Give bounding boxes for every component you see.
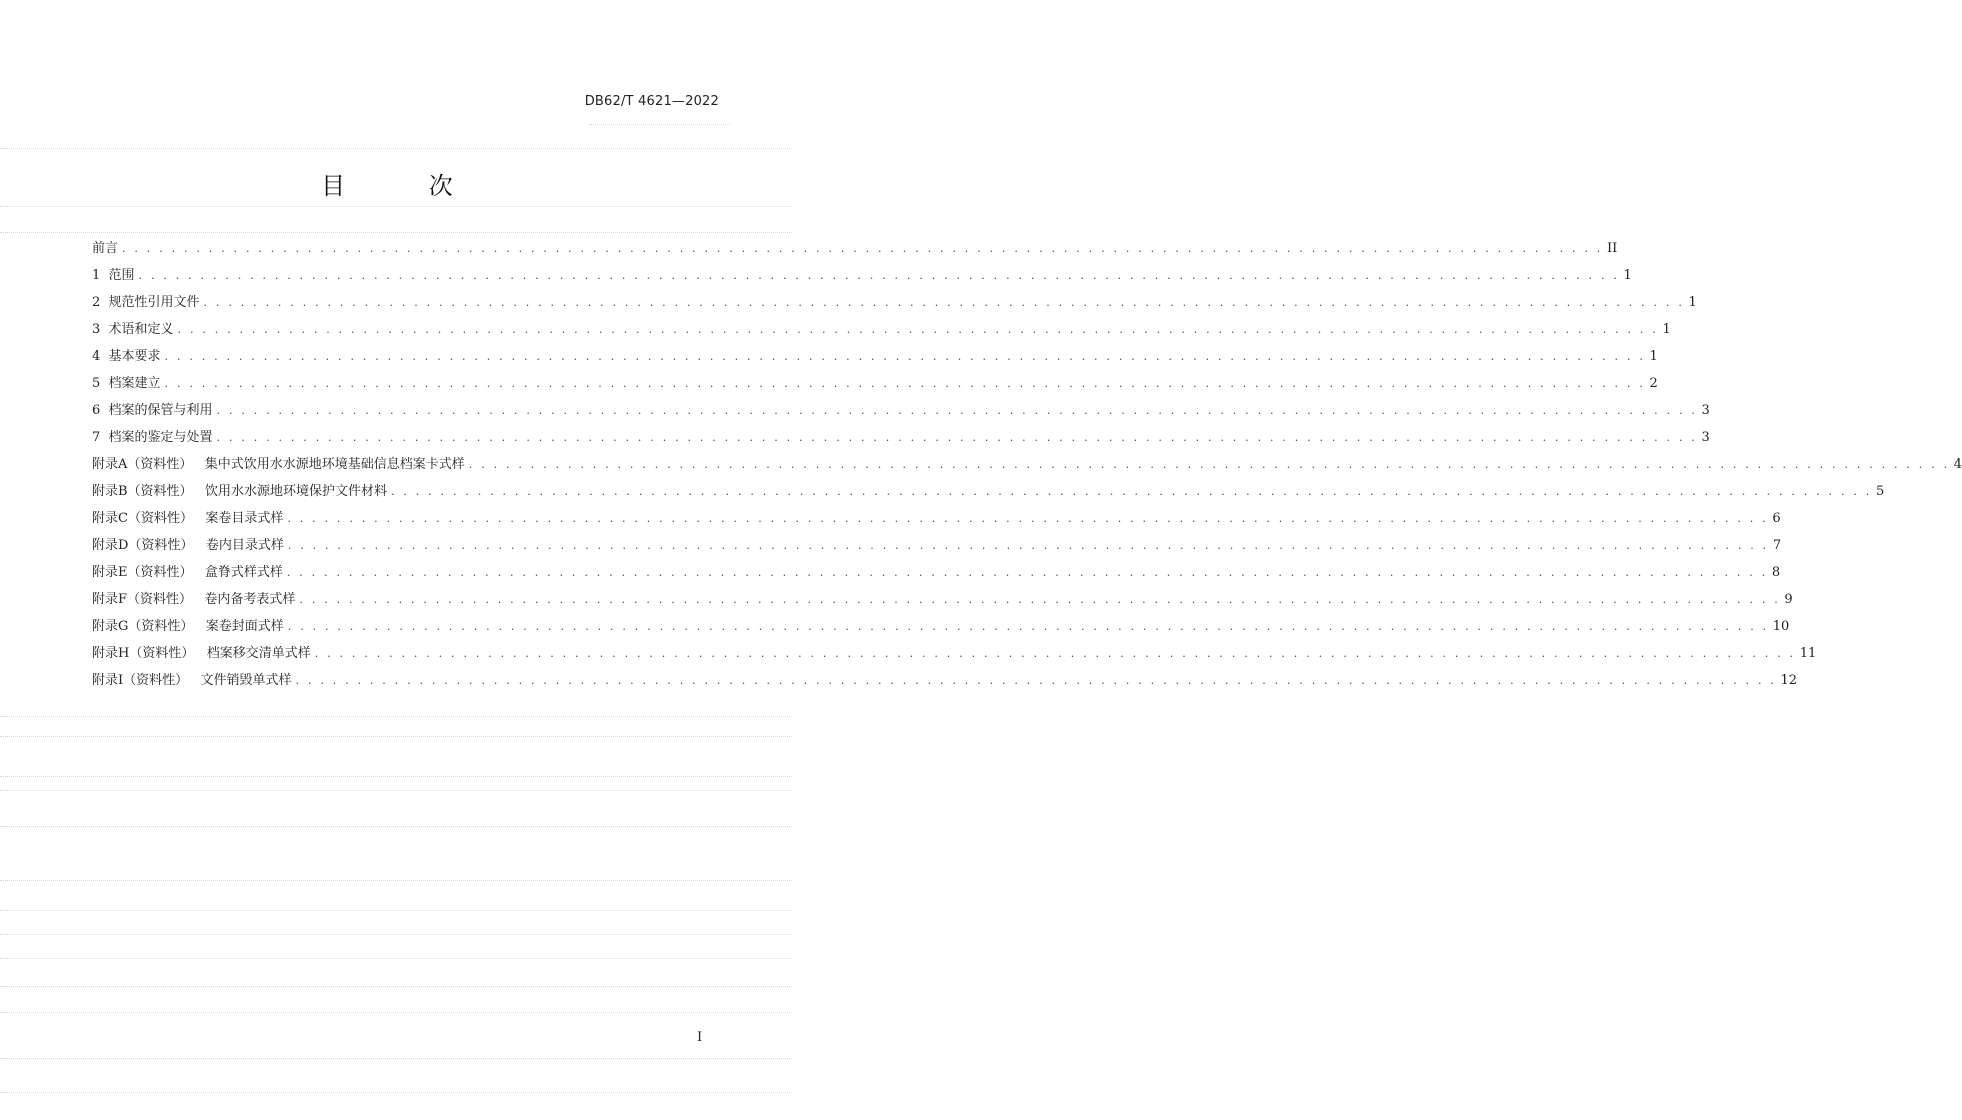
toc-entry-label: 附录I（资料性） 文件销毁单式样 [92, 673, 292, 688]
toc-entry-page: 1 [1662, 322, 1671, 337]
toc-entry-label: 6 档案的保管与利用 [92, 403, 213, 418]
toc-entry-page: 11 [1799, 646, 1817, 661]
document-number: DB62/T 4621—2022 [584, 94, 719, 109]
toc-entry-page: 1 [1649, 349, 1658, 364]
toc-dot-leader: . . . . . . . . . . . . . . . . . . . . . . . . . . . . . . . . . . . . . . . . . . . . . . . . . . . . . . . . . . . . . . . . . . . . . . . . . . . . . . . . . . . . . . . . . . . . . . . . . . . . . . . . . . . . . . . . . . . . . . . . [164, 350, 1646, 363]
scan-artifact-line [0, 790, 792, 791]
toc-dot-leader: . . . . . . . . . . . . . . . . . . . . . . . . . . . . . . . . . . . . . . . . . . . . . . . . . . . . . . . . . . . . . . . . . . . . . . . . . . . . . . . . . . . . . . . . . . . . . . . . . . . . . . . . . . . . . . . . . . . . . . . . [287, 620, 1769, 633]
toc-entry[interactable] [92, 481, 1885, 508]
toc-dot-leader: . . . . . . . . . . . . . . . . . . . . . . . . . . . . . . . . . . . . . . . . . . . . . . . . . . . . . . . . . . . . . . . . . . . . . . . . . . . . . . . . . . . . . . . . . . . . . . . . . . . . . . . . . . . . . . . . . . . . . . . . [390, 485, 1872, 498]
toc-dot-leader: . . . . . . . . . . . . . . . . . . . . . . . . . . . . . . . . . . . . . . . . . . . . . . . . . . . . . . . . . . . . . . . . . . . . . . . . . . . . . . . . . . . . . . . . . . . . . . . . . . . . . . . . . . . . . . . . . . . . . . . . [314, 647, 1796, 660]
toc-entry-label: 附录G（资料性） 案卷封面式样 [92, 619, 284, 634]
toc-entry[interactable] [92, 589, 1793, 616]
scan-artifact-line [0, 880, 792, 881]
toc-dot-leader: . . . . . . . . . . . . . . . . . . . . . . . . . . . . . . . . . . . . . . . . . . . . . . . . . . . . . . . . . . . . . . . . . . . . . . . . . . . . . . . . . . . . . . . . . . . . . . . . . . . . . . . . . . . . . . . . . . . . . . . . [164, 377, 1646, 390]
scan-artifact-line [0, 986, 792, 987]
scan-artifact-line [0, 826, 792, 827]
table-of-contents [92, 238, 1962, 697]
toc-entry-page: 9 [1784, 592, 1793, 607]
toc-entry-page: 2 [1649, 376, 1658, 391]
toc-entry-page: 12 [1780, 673, 1798, 688]
toc-entry-label: 1 范围 [92, 268, 135, 283]
toc-entry[interactable] [92, 670, 1798, 697]
toc-entry-page: 7 [1772, 538, 1782, 553]
toc-entry[interactable] [92, 508, 1781, 535]
scan-artifact-line [590, 124, 730, 125]
toc-entry-page: 6 [1772, 511, 1781, 526]
toc-dot-leader: . . . . . . . . . . . . . . . . . . . . . . . . . . . . . . . . . . . . . . . . . . . . . . . . . . . . . . . . . . . . . . . . . . . . . . . . . . . . . . . . . . . . . . . . . . . . . . . . . . . . . . . . . . . . . . . . . . . . . . . . [138, 269, 1620, 282]
scan-artifact-line [0, 958, 792, 959]
toc-dot-leader: . . . . . . . . . . . . . . . . . . . . . . . . . . . . . . . . . . . . . . . . . . . . . . . . . . . . . . . . . . . . . . . . . . . . . . . . . . . . . . . . . . . . . . . . . . . . . . . . . . . . . . . . . . . . . . . . . . . . . . . . [286, 566, 1768, 579]
toc-entry[interactable] [92, 643, 1817, 670]
toc-entry-label: 附录D（资料性） 卷内目录式样 [92, 538, 284, 553]
toc-entry-page: 5 [1875, 484, 1885, 499]
toc-entry-label: 附录B（资料性） 饮用水水源地环境保护文件材料 [92, 484, 387, 499]
toc-entry-page: 1 [1623, 268, 1632, 283]
toc-entry-page: 10 [1772, 619, 1790, 634]
toc-entry-label: 附录F（资料性） 卷内备考表式样 [92, 592, 296, 607]
scan-artifact-line [0, 1058, 792, 1059]
toc-dot-leader: . . . . . . . . . . . . . . . . . . . . . . . . . . . . . . . . . . . . . . . . . . . . . . . . . . . . . . . . . . . . . . . . . . . . . . . . . . . . . . . . . . . . . . . . . . . . . . . . . . . . . . . . . . . . . . . . . . . . . . . . [287, 539, 1769, 552]
toc-entry[interactable] [92, 346, 1658, 373]
scan-artifact-line [0, 1012, 792, 1013]
toc-entry-label: 5 档案建立 [92, 376, 161, 391]
toc-entry[interactable] [92, 319, 1671, 346]
toc-entry[interactable] [92, 535, 1782, 562]
scan-artifact-line [0, 1092, 792, 1093]
scan-artifact-line [0, 934, 792, 935]
toc-dot-leader: . . . . . . . . . . . . . . . . . . . . . . . . . . . . . . . . . . . . . . . . . . . . . . . . . . . . . . . . . . . . . . . . . . . . . . . . . . . . . . . . . . . . . . . . . . . . . . . . . . . . . . . . . . . . . . . . . . . . . . . . [299, 593, 1781, 606]
toc-entry-label: 附录A（资料性） 集中式饮用水水源地环境基础信息档案卡式样 [92, 457, 465, 472]
scan-artifact-line [0, 716, 792, 717]
toc-entry-label: 2 规范性引用文件 [92, 295, 200, 310]
toc-entry-page: 1 [1688, 295, 1697, 310]
toc-entry-label: 7 档案的鉴定与处置 [92, 430, 213, 445]
scan-artifact-line [0, 776, 792, 777]
toc-dot-leader: . . . . . . . . . . . . . . . . . . . . . . . . . . . . . . . . . . . . . . . . . . . . . . . . . . . . . . . . . . . . . . . . . . . . . . . . . . . . . . . . . . . . . . . . . . . . . . . . . . . . . . . . . . . . . . . . . . . . . . . . [216, 404, 1698, 417]
toc-dot-leader: . . . . . . . . . . . . . . . . . . . . . . . . . . . . . . . . . . . . . . . . . . . . . . . . . . . . . . . . . . . . . . . . . . . . . . . . . . . . . . . . . . . . . . . . . . . . . . . . . . . . . . . . . . . . . . . . . . . . . . . . [287, 512, 1769, 525]
toc-entry-label: 附录C（资料性） 案卷目录式样 [92, 511, 284, 526]
toc-entry-label: 4 基本要求 [92, 349, 161, 364]
toc-dot-leader: . . . . . . . . . . . . . . . . . . . . . . . . . . . . . . . . . . . . . . . . . . . . . . . . . . . . . . . . . . . . . . . . . . . . . . . . . . . . . . . . . . . . . . . . . . . . . . . . . . . . . . . . . . . . . . . . . . . . . . . . [468, 458, 1950, 471]
toc-entry[interactable] [92, 400, 1710, 427]
toc-entry[interactable] [92, 616, 1790, 643]
toc-entry-page: 3 [1701, 403, 1710, 418]
toc-entry-page: II [1607, 241, 1618, 256]
toc-entry-label: 附录E（资料性） 盒脊式样式样 [92, 565, 283, 580]
toc-dot-leader: . . . . . . . . . . . . . . . . . . . . . . . . . . . . . . . . . . . . . . . . . . . . . . . . . . . . . . . . . . . . . . . . . . . . . . . . . . . . . . . . . . . . . . . . . . . . . . . . . . . . . . . . . . . . . . . . . . . . . . . . [216, 431, 1698, 444]
toc-entry[interactable] [92, 373, 1658, 400]
toc-entry[interactable] [92, 238, 1618, 265]
toc-entry[interactable] [92, 265, 1632, 292]
page-number: I [697, 1030, 703, 1045]
toc-dot-leader: . . . . . . . . . . . . . . . . . . . . . . . . . . . . . . . . . . . . . . . . . . . . . . . . . . . . . . . . . . . . . . . . . . . . . . . . . . . . . . . . . . . . . . . . . . . . . . . . . . . . . . . . . . . . . . . . . . . . . . . . [203, 296, 1685, 309]
toc-entry-label: 3 术语和定义 [92, 322, 174, 337]
toc-dot-leader: . . . . . . . . . . . . . . . . . . . . . . . . . . . . . . . . . . . . . . . . . . . . . . . . . . . . . . . . . . . . . . . . . . . . . . . . . . . . . . . . . . . . . . . . . . . . . . . . . . . . . . . . . . . . . . . . . . . . . . . . [177, 323, 1659, 336]
toc-entry-page: 3 [1701, 430, 1710, 445]
toc-dot-leader: . . . . . . . . . . . . . . . . . . . . . . . . . . . . . . . . . . . . . . . . . . . . . . . . . . . . . . . . . . . . . . . . . . . . . . . . . . . . . . . . . . . . . . . . . . . . . . . . . . . . . . . . . . . . . . . . . . . . . . . . [122, 242, 1603, 255]
scan-artifact-line [0, 206, 792, 207]
scan-artifact-line [0, 232, 792, 233]
toc-title: 目 次 [321, 172, 491, 200]
toc-entry[interactable] [92, 292, 1697, 319]
toc-entry-page: 8 [1771, 565, 1781, 580]
toc-entry[interactable] [92, 454, 1962, 481]
scan-artifact-line [0, 736, 792, 737]
toc-entry[interactable] [92, 562, 1781, 589]
toc-entry-label: 前言 [92, 241, 119, 256]
toc-entry-page: 4 [1953, 457, 1962, 472]
scan-artifact-line [0, 910, 792, 911]
toc-entry-label: 附录H（资料性） 档案移交清单式样 [92, 646, 311, 661]
toc-entry[interactable] [92, 427, 1710, 454]
toc-dot-leader: . . . . . . . . . . . . . . . . . . . . . . . . . . . . . . . . . . . . . . . . . . . . . . . . . . . . . . . . . . . . . . . . . . . . . . . . . . . . . . . . . . . . . . . . . . . . . . . . . . . . . . . . . . . . . . . . . . . . . . . . [295, 674, 1777, 687]
scan-artifact-line [0, 148, 792, 149]
